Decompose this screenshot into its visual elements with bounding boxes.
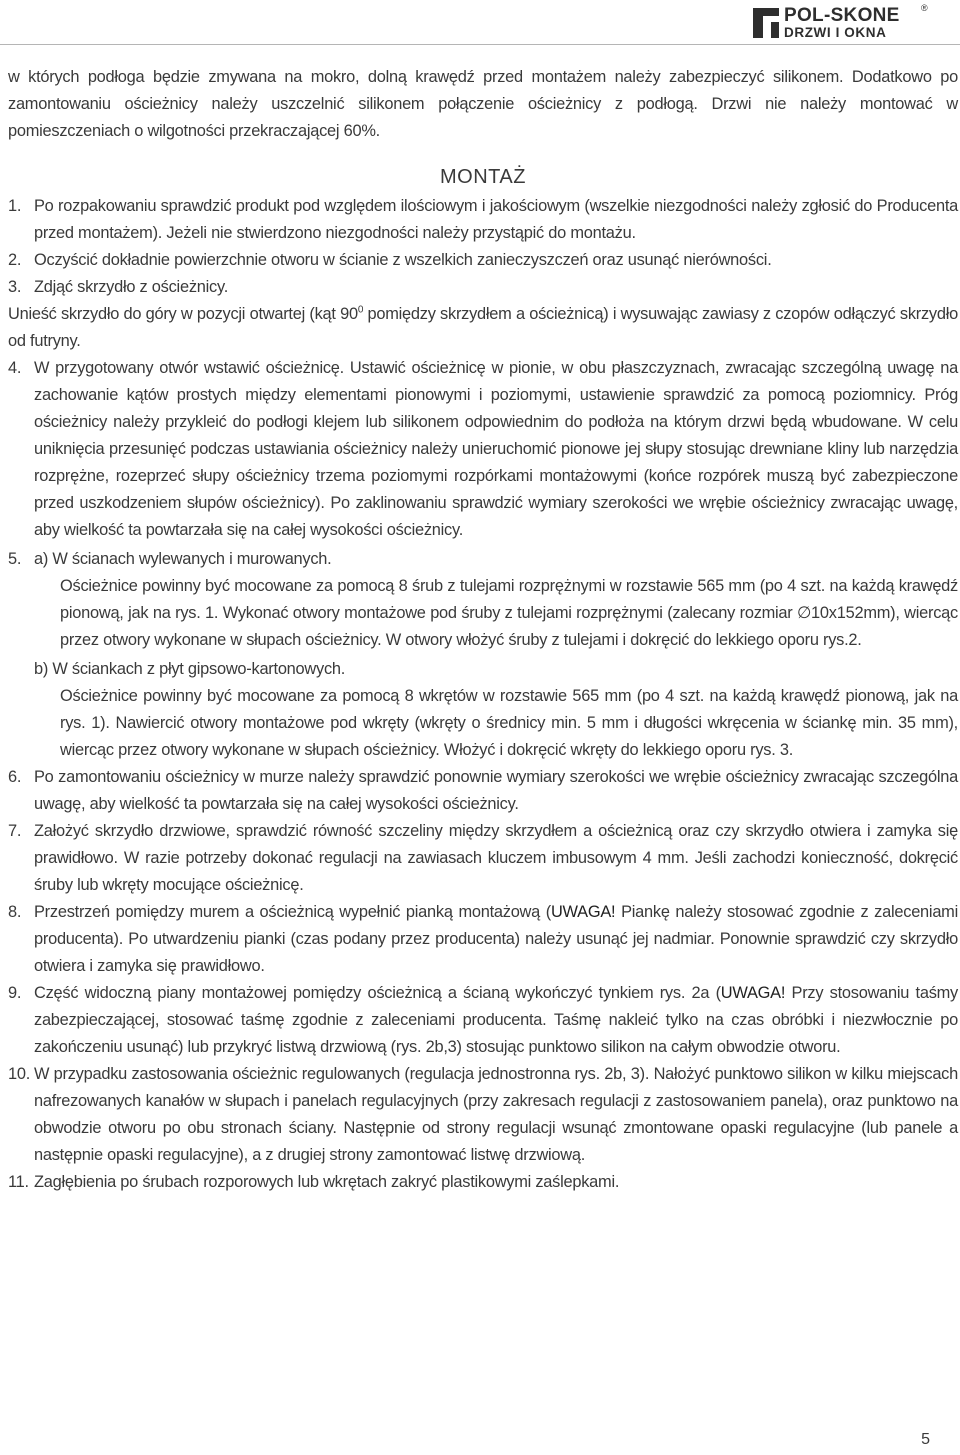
step-number: 2. xyxy=(8,251,22,269)
step-number: 10. xyxy=(8,1065,31,1083)
step-7 xyxy=(8,818,958,899)
warning-label: UWAGA! xyxy=(720,984,786,1002)
step-text: Po zamontowaniu ościeżnicy w murze należy sprawdzić ponownie wymiary szerokości we wrębie ościeżnicy zwracając szczególna uwagę, aby wielkość ta powtarzała się na całej wysokości ościeżnicy. xyxy=(34,768,958,813)
step-3 xyxy=(8,274,958,301)
step-number: 8. xyxy=(8,903,22,921)
step-5b xyxy=(34,656,958,764)
step-number: 1. xyxy=(8,197,22,215)
registered-mark: ® xyxy=(921,3,928,13)
step-number: 3. xyxy=(8,278,22,296)
step-number: 11. xyxy=(8,1173,29,1191)
page-number: 5 xyxy=(921,1431,930,1448)
step-text: W przypadku zastosowania ościeżnic regulowanych (regulacja jednostronna rys. 2b, 3). Nałożyć punktowo silikon w kilku miejscach nafrezowanych kanałów w słupach i panelach regulacyjnych (przy zakresach regulacji z zastosowaniem panela), oraz punktowo na obwodzie otworu po obu stronach ściany. Następnie od strony regulacji wsunąć zmontowane opaski regulacyjne (lub panele a następnie opaski regulacyjne), a z drugiej strony zamontować listwę drzwiową. xyxy=(34,1065,958,1164)
step-number: 9. xyxy=(8,984,22,1002)
step-5a xyxy=(34,546,958,654)
document-body xyxy=(8,64,958,1196)
step-1 xyxy=(8,193,958,247)
warning-label: UWAGA! xyxy=(550,903,616,921)
brand-name: POL-SKONE xyxy=(784,5,900,26)
step-2 xyxy=(8,247,958,274)
step-number: 7. xyxy=(8,822,22,840)
header-divider xyxy=(0,44,960,45)
step-text: Oczyścić dokładnie powierzchnie otworu w ścianie z wszelkich zanieczyszczeń oraz usunąć nierówności. xyxy=(34,251,772,269)
step-number: 5. xyxy=(8,550,22,568)
step-5b-heading: b) W ściankach z płyt gipsowo-kartonowych. xyxy=(34,660,346,678)
step-number: 6. xyxy=(8,768,22,786)
step-6 xyxy=(8,764,958,818)
step-4 xyxy=(8,355,958,544)
step-text-b: Piankę należy stosować zgodnie z zaleceniami producenta). Po utwardzeniu pianki (czas podany przez producenta) należy usunąć jej nadmiar. Ponownie sprawdzić czy skrzydło otwiera i zamyka się prawidłowo. xyxy=(34,903,958,975)
step-text-b: Przy stosowaniu taśmy zabezpieczającej, stosować taśmę zgodnie z zaleceniami producenta. Taśmę nakleić tylko na czas obróbki i niezwłocznie po zakończeniu usunąć) lub przykryć listwą drzwiową (rys. 2b,3) stosując punktowo silikon na całym obwodzie otworu. xyxy=(34,984,958,1056)
installation-steps xyxy=(8,193,958,1196)
degree-sup: 0 xyxy=(357,304,364,316)
step-3-detail-b: pomiędzy skrzydłem a ościeżnicą) i wysuwając zawiasy z czopów odłączyć skrzydło od futryny. xyxy=(8,305,958,350)
brand-logo-icon xyxy=(753,8,779,38)
step-text: Zdjąć skrzydło z ościeżnicy. xyxy=(34,278,228,296)
step-text: Założyć skrzydło drzwiowe, sprawdzić równość szczeliny między skrzydłem a ościeżnicą oraz czy skrzydło otwiera i zamyka się prawidłowo. W razie potrzeby dokonać regulacji na zawiasach kluczem imbusowym 4 mm. Jeśli zachodzi konieczność, dokręcić śruby lub wkręty mocujące ościeżnicę. xyxy=(34,822,958,894)
step-number: 4. xyxy=(8,359,22,377)
step-5a-heading: a) W ścianach wylewanych i murowanych. xyxy=(34,550,332,568)
step-10 xyxy=(8,1061,958,1169)
section-title: MONTAŻ xyxy=(440,166,526,188)
intro-paragraph: w których podłoga będzie zmywana na mokro, dolną krawędź przed montażem należy zabezpieczyć silikonem. Dodatkowo po zamontowaniu ościeżnicy należy uszczelnić silikonem połączenie ościeżnicy z podłogą. Drzwi nie należy montować w pomieszczeniach o wilgotności przekraczającej 60%. xyxy=(8,68,958,140)
step-text: W przygotowany otwór wstawić ościeżnicę. Ustawić ościeżnicę w pionie, w obu płaszczyznach, zwracając szczególną uwagę na zachowanie kątów prostych między elementami pionowymi i poziomymi, ustawienie sprawdzić za pomocą poziomnicy. Próg ościeżnicy należy przykleić do podłogi klejem lub silikonem odpowiednim do podłoża na którym drzwi będą wbudowane. W celu uniknięcia przesunięć podczas ustawiania ościeżnicy należy unieruchomić pionowe jej słupy stosując drewniane kliny lub narzędzia rozprężne, rozeprzeć słupy ościeżnicy trzema poziomymi rozpórkami montażowymi (końce rozpórek muszą być zabezpieczone przed uszkodzeniem słupów ościeżnicy). Po zaklinowaniu sprawdzić wymiary szerokości we wrębie ościeżnicy zwracając uwagę, aby wielkość ta powtarzała się na całej wysokości ościeżnicy. xyxy=(34,359,958,539)
step-3-detail-a: Unieść skrzydło do góry w pozycji otwartej (kąt 90 xyxy=(8,305,358,323)
step-5 xyxy=(8,546,958,764)
step-8 xyxy=(8,899,958,980)
brand-tagline: DRZWI I OKNA xyxy=(784,25,887,40)
page-header xyxy=(0,0,960,48)
step-11 xyxy=(8,1169,958,1196)
step-text-a: Przestrzeń pomiędzy murem a ościeżnicą wypełnić pianką montażową ( xyxy=(34,903,551,921)
step-text: Po rozpakowaniu sprawdzić produkt pod względem ilościowym i jakościowym (wszelkie niezgodności należy zgłosić do Producenta przed montażem). Jeżeli nie stwierdzono niezgodności należy przystąpić do montażu. xyxy=(34,197,958,242)
step-5a-body: Ościeżnice powinny być mocowane za pomocą 8 śrub z tulejami rozprężnymi w rozstawie 565 mm (po 4 szt. na każdą krawędź pionową, jak na rys. 1. Wykonać otwory montażowe pod śruby z tulejami rozprężnymi (zalecany rozmiar ∅10x152mm), wiercąc przez otwory wykonane w słupach ościeżnicy. W otwory włożyć śruby z tulejami i dokręcić do lekkiego oporu rys.2. xyxy=(60,577,958,649)
step-text-a: Część widoczną piany montażowej pomiędzy ościeżnicą a ścianą wykończyć tynkiem rys. 2a ( xyxy=(34,984,721,1002)
step-3-detail xyxy=(8,301,958,355)
step-text: Zagłębienia po śrubach rozporowych lub wkrętach zakryć plastikowymi zaślepkami. xyxy=(34,1173,620,1191)
step-5b-body: Ościeżnice powinny być mocowane za pomocą 8 wkrętów w rozstawie 565 mm (po 4 szt. na każdą krawędź pionową, jak na rys. 1). Nawiercić otwory montażowe pod wkręty (wkręty o średnicy min. 5 mm i długości wkręcenia w ściankę min. 35 mm), wiercąc przez otwory wykonane w słupach ościeżnicy. Włożyć i dokręcić wkręty do lekkiego oporu rys. 3. xyxy=(60,687,958,759)
step-9 xyxy=(8,980,958,1061)
